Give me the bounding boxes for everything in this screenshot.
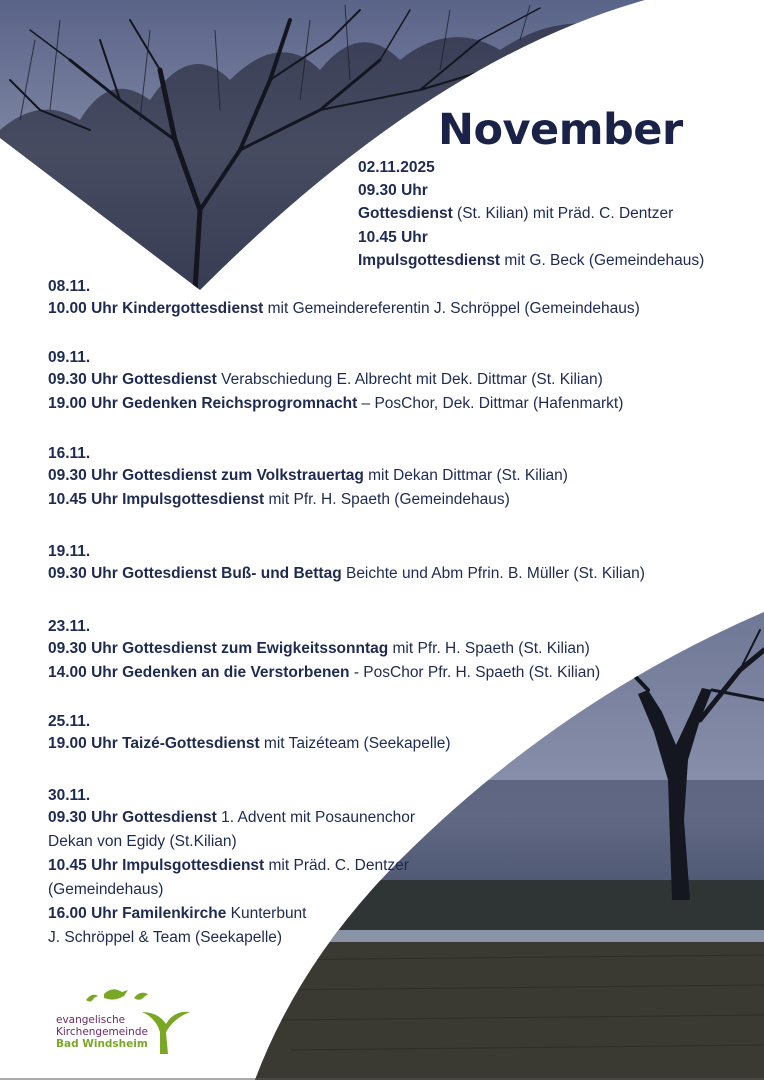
bold-text: 09.30 Uhr Gottesdienst zum Volkstrauertag xyxy=(48,467,364,484)
day-date: 16.11. xyxy=(48,445,91,462)
detail-text: mit Gemeindereferentin J. Schröppel (Gemeindehaus) xyxy=(263,300,640,317)
detail-text: mit Pfr. H. Spaeth (Gemeindehaus) xyxy=(264,491,510,508)
service-line xyxy=(48,831,237,853)
logo-line-3: Bad Windsheim xyxy=(56,1038,148,1050)
top-entry-line xyxy=(358,180,428,202)
detail-text: mit Präd. C. Dentzer xyxy=(264,857,409,874)
day-date: 09.11. xyxy=(48,349,91,366)
top-entry-line xyxy=(358,157,435,179)
detail-text: mit Dekan Dittmar (St. Kilian) xyxy=(363,467,568,484)
detail-text: Verabschiedung E. Albrecht mit Dek. Dittmar (St. Kilian) xyxy=(216,371,603,388)
detail-text: (St. Kilian) mit Präd. C. Dentzer xyxy=(452,205,674,222)
detail-text: J. Schröppel & Team (Seekapelle) xyxy=(48,929,283,946)
service-line xyxy=(48,298,640,320)
day-date: 25.11. xyxy=(48,713,91,730)
service-line xyxy=(48,662,600,684)
bold-text: Gottesdienst xyxy=(358,205,453,222)
bold-text: 16.00 Uhr Familenkirche xyxy=(48,905,227,922)
detail-text: Dekan von Egidy (St.Kilian) xyxy=(48,833,237,850)
day-date: 23.11. xyxy=(48,618,91,635)
church-logo xyxy=(56,984,206,1064)
detail-text: 1. Advent mit Posaunenchor xyxy=(216,809,416,826)
bold-text: 02.11.2025 xyxy=(358,159,435,176)
detail-text: mit Pfr. H. Spaeth (St. Kilian) xyxy=(388,640,590,657)
page-title: November xyxy=(438,105,683,155)
bold-text: 19.00 Uhr Taizé-Gottesdienst xyxy=(48,735,260,752)
bold-text: 10.45 Uhr Impulsgottesdienst xyxy=(48,857,265,874)
bold-text: 09.30 Uhr Gottesdienst Buß- und Bettag xyxy=(48,565,342,582)
service-line xyxy=(48,879,163,901)
service-line xyxy=(48,638,590,660)
bold-text: 19.00 Uhr Gedenken Reichsprogromnacht xyxy=(48,395,358,412)
logo-line-1: evangelische xyxy=(56,1014,126,1026)
bold-text: 09.30 Uhr Gottesdienst zum Ewigkeitssonntag xyxy=(48,640,389,657)
service-line xyxy=(48,465,568,487)
detail-text: Beichte und Abm Pfrin. B. Müller (St. Kilian) xyxy=(341,565,645,582)
day-date: 30.11. xyxy=(48,787,91,804)
bold-text: 09.30 Uhr xyxy=(358,182,428,199)
service-line xyxy=(48,855,409,877)
service-line xyxy=(48,369,603,391)
bold-text: 09.30 Uhr Gottesdienst xyxy=(48,371,217,388)
detail-text: (Gemeindehaus) xyxy=(48,881,164,898)
top-entry-line xyxy=(358,227,428,249)
service-line xyxy=(48,393,623,415)
detail-text: Kunterbunt xyxy=(226,905,307,922)
detail-text: mit G. Beck (Gemeindehaus) xyxy=(500,252,705,269)
logo-line-2: Kirchengemeinde xyxy=(56,1026,148,1038)
bold-text: 10.45 Uhr xyxy=(358,229,428,246)
day-date: 08.11. xyxy=(48,278,91,295)
top-entry-line xyxy=(358,203,673,225)
bold-text: 10.00 Uhr Kindergottesdienst xyxy=(48,300,264,317)
service-line xyxy=(48,903,307,925)
service-line xyxy=(48,489,510,511)
service-line xyxy=(48,733,451,755)
bold-text: 14.00 Uhr Gedenken an die Verstorbenen xyxy=(48,664,350,681)
detail-text: – PosChor, Dek. Dittmar (Hafenmarkt) xyxy=(357,395,624,412)
top-entry-line xyxy=(358,250,704,272)
detail-text: - PosChor Pfr. H. Spaeth (St. Kilian) xyxy=(349,664,601,681)
service-line xyxy=(48,807,415,829)
day-date: 19.11. xyxy=(48,543,91,560)
service-line xyxy=(48,927,282,949)
detail-text: mit Taizéteam (Seekapelle) xyxy=(259,735,451,752)
bold-text: 09.30 Uhr Gottesdienst xyxy=(48,809,217,826)
bold-text: 10.45 Uhr Impulsgottesdienst xyxy=(48,491,265,508)
service-line xyxy=(48,563,645,585)
bold-text: Impulsgottesdienst xyxy=(358,252,501,269)
